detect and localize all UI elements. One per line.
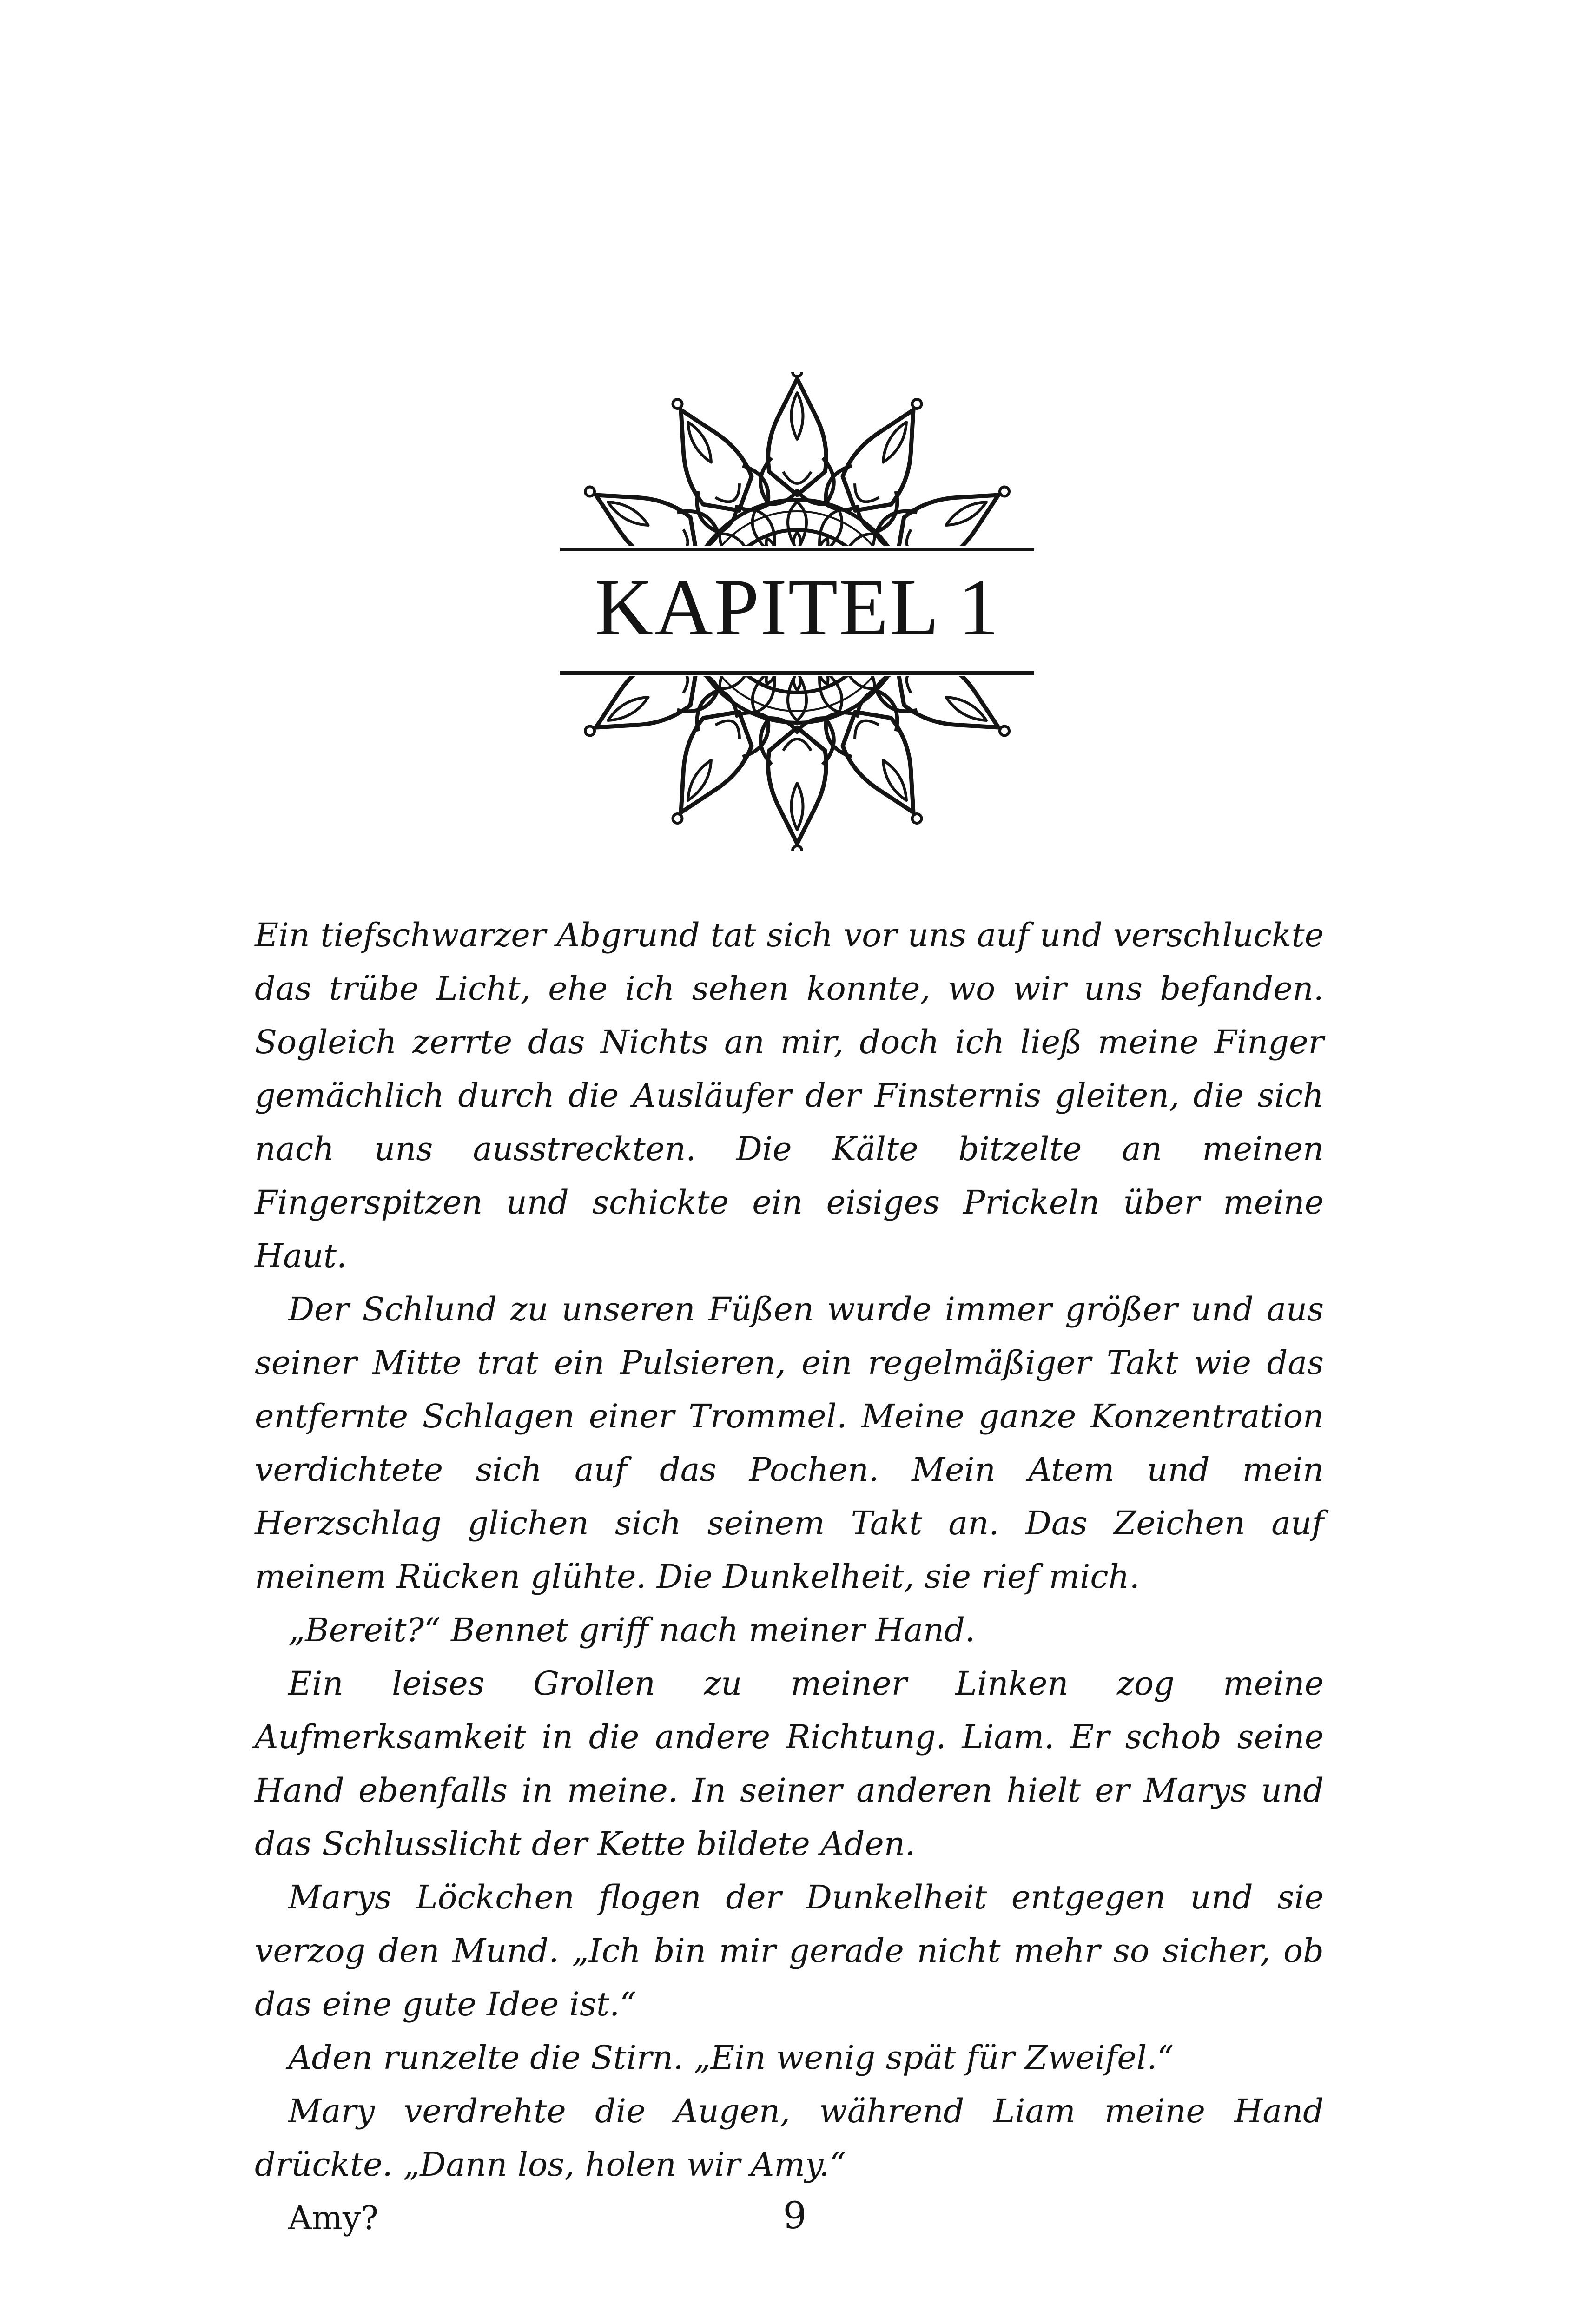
paragraph: Marys Löckchen flogen der Dunkelheit entgegen und sie verzog den Mund. „Ich bin mir gerade nicht mehr so sicher, ob das eine gute Idee ist.“ [255, 1878, 1324, 2023]
paragraph: Aden runzelte die Stirn. „Ein wenig spät für Zweifel.“ [288, 2039, 1174, 2077]
chapter-text [255, 909, 1324, 2245]
paragraph: „Bereit?“ Bennet griff nach meiner Hand. [288, 1611, 976, 1649]
paragraph: Ein tiefschwarzer Abgrund tat sich vor uns auf und verschluckte das trübe Licht, ehe ich sehen konnte, wo wir uns befanden. Sogleich zerrte das Nichts an mir, doch ich ließ meine Finger gemächlich durch die Ausläufer der Finsternis gleiten, die sich nach uns ausstreckten. Die Kälte bitzelte an meinen Fingerspitzen und schickte ein eisiges Prickeln über meine Haut. [255, 916, 1324, 1275]
paragraph: Ein leises Grollen zu meiner Linken zog meine Aufmerksamkeit in die andere Richtung. Liam. Er schob seine Hand ebenfalls in meine. In seiner anderen hielt er Marys und das Schlusslicht der Kette bildete Aden. [255, 1664, 1324, 1863]
paragraph: Amy? [288, 2199, 379, 2237]
paragraph: Mary verdrehte die Augen, während Liam meine Hand drückte. „Dann los, holen wir Amy.“ [255, 2092, 1324, 2184]
page-number: 9 [783, 2194, 807, 2237]
paragraph: Der Schlund zu unseren Füßen wurde immer größer und aus seiner Mitte trat ein Pulsieren, ein regelmäßiger Takt wie das entfernte Schlagen einer Trommel. Meine ganze Konzentration verdichtete sich auf das Pochen. Mein Atem und mein Herzschlag glichen sich seinem Takt an. Das Zeichen auf meinem Rücken glühte. Die Dunkelheit, sie rief mich. [255, 1290, 1324, 1596]
chapter-title: KAPITEL 1 [560, 565, 1034, 650]
